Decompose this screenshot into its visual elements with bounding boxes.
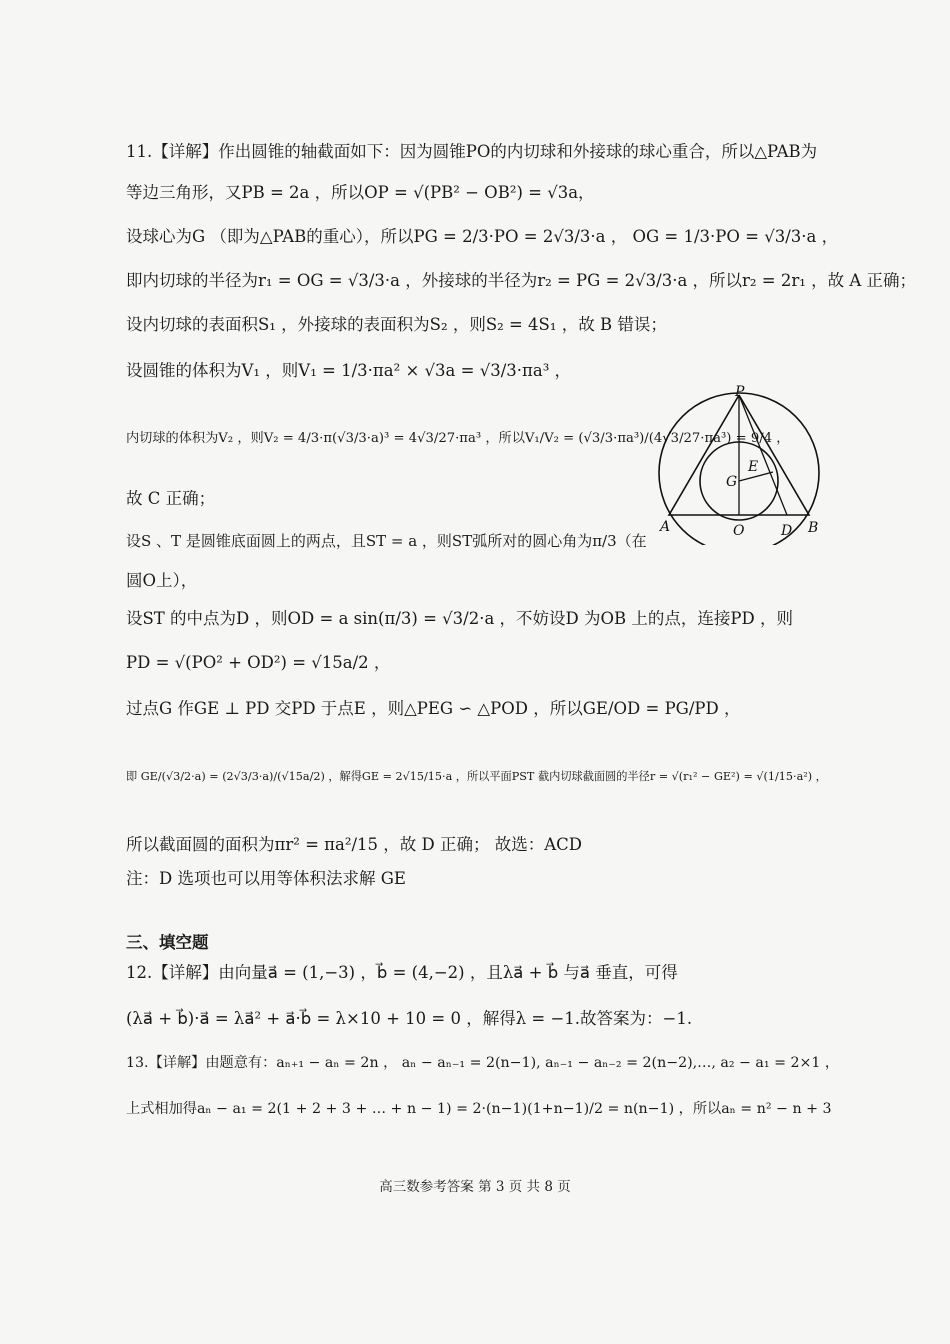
label-d: D xyxy=(781,523,793,539)
text-line: 上式相加得aₙ − a₁ = 2(1 + 2 + 3 + … + n − 1) = 2·(n−1)(1+n−1)/2 = n(n−1) ，所以aₙ = n² − n + 3 xyxy=(126,1101,832,1117)
text-line: 设球心为G （即为△PAB的重心），所以PG = 2/3·PO = 2√3/3·a ， OG = 1/3·PO = √3/3·a ， xyxy=(126,227,839,246)
text-line: 所以截面圆的面积为πr² = πa²/15 ，故 D 正确； 故选：ACD xyxy=(126,835,582,854)
text-line: 即内切球的半径为r₁ = OG = √3/3·a ，外接球的半径为r₂ = PG = 2√3/3·a ，所以r₂ = 2r₁ ，故 A 正确； xyxy=(126,271,917,290)
text-line: 即 GE/(√3/2·a) = (2√3/3·a)/(√15a/2) ，解得GE = 2√15/15·a ，所以平面PST 截内切球截面圆的半径r = √(r₁² − GE²) = √(1/15·a²) ， xyxy=(126,770,827,783)
label-g: G xyxy=(726,474,738,490)
text-line: 13.【详解】由题意有：aₙ₊₁ − aₙ = 2n ， aₙ − aₙ₋₁ = 2(n−1), aₙ₋₁ − aₙ₋₂ = 2(n−2),…, a₂ − a₁ = 2×1 ， xyxy=(126,1055,840,1071)
label-o: O xyxy=(733,523,745,539)
text-line: 设圆锥的体积为V₁ ，则V₁ = 1/3·πa² × √3a = √3/3·πa³ ， xyxy=(126,361,572,380)
label-b: B xyxy=(808,520,819,536)
text-line: 设ST 的中点为D ，则OD = a sin(π/3) = √3/2·a ，不妨设D 为OB 上的点，连接PD ，则 xyxy=(126,609,793,628)
text-line: 设内切球的表面积S₁ ，外接球的表面积为S₂ ，则S₂ = 4S₁ ，故 B 错误； xyxy=(126,315,667,334)
page-footer: 高三数参考答案 第 3 页 共 8 页 xyxy=(379,1179,571,1195)
label-a: A xyxy=(660,519,671,535)
text-line: 过点G 作GE ⊥ PD 交PD 于点E ，则△PEG ∽ △POD ，所以GE/OD = PG/PD ， xyxy=(126,699,741,718)
label-p: P xyxy=(735,385,745,400)
text-line: 12.【详解】由向量a⃗ = (1,−3) ，b⃗ = (4,−2) ，且λa⃗ + b⃗ 与a⃗ 垂直，可得 xyxy=(126,963,678,982)
cone-cross-section-figure xyxy=(650,385,830,545)
text-line: (λa⃗ + b⃗)·a⃗ = λa⃗² + a⃗·b⃗ = λ×10 + 10 = 0 ，解得λ = −1.故答案为：−1. xyxy=(126,1009,693,1028)
text-line: 内切球的体积为V₂ ，则V₂ = 4/3·π(√3/3·a)³ = 4√3/27·πa³ ，所以V₁/V₂ = (√3/3·πa³)/(4√3/27·πa³) = 9/4 ， xyxy=(126,431,790,446)
text-line: 故 C 正确； xyxy=(126,489,216,508)
text-line: PD = √(PO² + OD²) = √15a/2 ， xyxy=(126,653,391,672)
text-line: 等边三角形，又PB = 2a ，所以OP = √(PB² − OB²) = √3a， xyxy=(126,183,595,202)
segment-pd xyxy=(739,395,787,515)
text-line: 注：D 选项也可以用等体积法求解 GE xyxy=(126,869,406,888)
text-line: 设S 、T 是圆锥底面圆上的两点，且ST = a ，则ST弧所对的圆心角为π/3（在 xyxy=(126,532,647,550)
section-title: 三、填空题 xyxy=(126,933,209,952)
label-e: E xyxy=(748,459,759,475)
text-line: 11.【详解】作出圆锥的轴截面如下：因为圆锥PO的内切球和外接球的球心重合，所以△PAB为 xyxy=(126,142,818,161)
text-line: 圆O上）， xyxy=(126,571,198,590)
